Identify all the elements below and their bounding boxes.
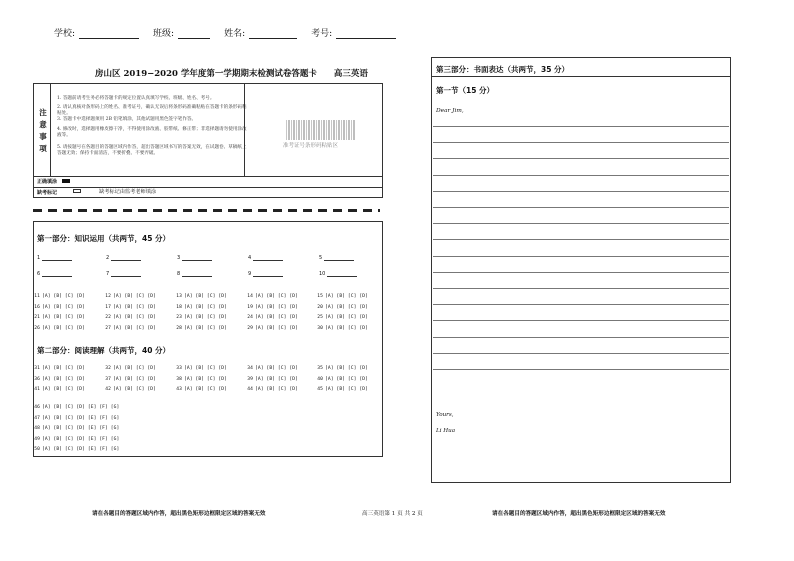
question-number: 43	[176, 387, 182, 392]
question-number: 31	[34, 366, 40, 371]
question-number: 30	[317, 325, 323, 331]
question-number: 12	[105, 294, 111, 299]
writing-line[interactable]	[433, 353, 729, 354]
barcode-image	[286, 120, 356, 140]
blank-line[interactable]	[253, 255, 283, 261]
choice-question[interactable]	[172, 315, 227, 320]
blank-number: 4	[248, 255, 252, 261]
writing-line[interactable]	[433, 272, 729, 273]
question-number: 34	[247, 366, 253, 371]
answer-options[interactable]: [A] [B] [C] [D]	[184, 366, 227, 371]
fill-blank[interactable]	[37, 255, 72, 261]
question-number: 45	[317, 387, 323, 392]
part3-title: 第三部分：书面表达（共两节，35 分）	[436, 65, 570, 74]
choice-question[interactable]	[243, 377, 298, 382]
question-number: 44	[247, 387, 253, 392]
blank-number: 8	[177, 271, 181, 277]
choice-question[interactable]	[313, 315, 368, 320]
fill-blank[interactable]	[37, 271, 72, 277]
seven-choice-question[interactable]	[30, 405, 119, 410]
answer-options[interactable]: [A] [B] [C] [D] [E] [F] [G]	[42, 415, 120, 421]
note-item: 4. 修改时，选择题用橡皮擦干净，不得使用涂改液、胶带纸、修正带；非选择题请勿使用涂改液等。	[57, 127, 247, 138]
question-number: 27	[105, 325, 111, 331]
choice-question[interactable]	[30, 326, 85, 331]
question-number: 18	[176, 304, 182, 310]
seven-choice-question[interactable]	[30, 447, 119, 452]
answer-options[interactable]: [A] [B] [C] [D]	[325, 315, 368, 320]
cut-line	[33, 209, 380, 212]
writing-line[interactable]	[433, 223, 729, 224]
answer-options[interactable]: [A] [B] [C] [D]	[42, 315, 85, 320]
blank-line[interactable]	[182, 271, 212, 277]
note-item: 2. 请认真核对条形码上的姓名、准考证号，确认无误后将条形码准确粘贴在答题卡的条形码粘贴处。	[57, 105, 247, 116]
writing-line[interactable]	[433, 191, 729, 192]
fill-blank[interactable]	[319, 271, 357, 277]
letter-greeting: Dear Jim,	[436, 108, 464, 114]
seven-choice-question[interactable]	[30, 437, 119, 442]
choice-question[interactable]	[30, 387, 85, 392]
blank-line[interactable]	[42, 255, 72, 261]
answer-options[interactable]: [A] [B] [C] [D]	[113, 294, 156, 299]
choice-question[interactable]	[30, 377, 85, 382]
writing-line[interactable]	[433, 126, 729, 127]
answer-options[interactable]: [A] [B] [C] [D]	[113, 325, 156, 331]
answer-options[interactable]: [A] [B] [C] [D]	[325, 387, 368, 392]
choice-question[interactable]	[243, 326, 298, 331]
answer-options[interactable]: [A] [B] [C] [D]	[184, 376, 227, 382]
question-number: 14	[247, 294, 253, 299]
seven-choice-question[interactable]	[30, 426, 119, 431]
question-number: 37	[105, 376, 111, 382]
answer-options[interactable]: [A] [B] [C] [D]	[255, 304, 298, 310]
answer-options[interactable]: [A] [B] [C] [D]	[325, 376, 368, 382]
answer-options[interactable]: [A] [B] [C] [D]	[113, 366, 156, 371]
barcode-area-label: 准考证号条形码粘贴区	[283, 143, 339, 149]
question-number: 13	[176, 294, 182, 299]
answer-options[interactable]: [A] [B] [C] [D] [E] [F] [G]	[42, 436, 120, 442]
question-number: 15	[317, 294, 323, 299]
question-number: 22	[105, 315, 111, 320]
question-number: 25	[317, 315, 323, 320]
letter-signature: Li Hua	[436, 428, 456, 434]
answer-options[interactable]: [A] [B] [C] [D]	[255, 387, 298, 392]
choice-question[interactable]	[101, 294, 156, 299]
absent-mark-note: 缺考标记由监考老师填涂	[99, 189, 157, 195]
answer-options[interactable]: [A] [B] [C] [D] [E] [F] [G]	[42, 426, 120, 431]
seven-choice-question[interactable]	[30, 416, 119, 421]
page-number: 高三英语第 1 页 共 2 页	[362, 511, 423, 517]
writing-line[interactable]	[433, 207, 729, 208]
blank-number: 1	[37, 255, 41, 261]
name-field[interactable]	[249, 29, 297, 39]
question-number: 46	[34, 405, 40, 410]
answer-options[interactable]: [A] [B] [C] [D]	[325, 304, 368, 310]
choice-question[interactable]	[313, 366, 368, 371]
choice-question[interactable]	[313, 377, 368, 382]
note-item: 3. 答题卡中选择题须用 2B 铅笔填涂，其他试题用黑色签字笔作答。	[57, 117, 197, 122]
footer-right-note: 请在各题目的答题区域内作答，超出黑色矩形边框限定区域的答案无效	[492, 511, 666, 517]
notes-divider	[50, 83, 51, 176]
fill-blank[interactable]	[106, 255, 141, 261]
question-number: 28	[176, 325, 182, 331]
correct-fill-label: 正确填涂	[37, 179, 58, 185]
fill-blank[interactable]	[177, 271, 212, 277]
writing-line[interactable]	[433, 142, 729, 143]
answer-options[interactable]: [A] [B] [C] [D]	[255, 325, 298, 331]
question-number: 16	[34, 304, 40, 310]
answer-options[interactable]: [A] [B] [C] [D]	[184, 325, 227, 331]
fill-blank[interactable]	[248, 255, 283, 261]
question-number: 23	[176, 315, 182, 320]
question-number: 40	[317, 376, 323, 382]
choice-question[interactable]	[30, 305, 85, 310]
part2-title: 第二部分：阅读理解（共两节，40 分）	[37, 346, 171, 355]
blank-number: 9	[248, 271, 252, 277]
answer-options[interactable]: [A] [B] [C] [D]	[113, 376, 156, 382]
absent-mark-box[interactable]	[73, 189, 81, 193]
fill-blank[interactable]	[106, 271, 141, 277]
class-field[interactable]	[178, 29, 210, 39]
writing-line[interactable]	[433, 239, 729, 240]
blank-number: 6	[37, 271, 41, 277]
writing-line[interactable]	[433, 256, 729, 257]
answer-options[interactable]: [A] [B] [C] [D] [E] [F] [G]	[42, 405, 120, 410]
class-label: 班级:	[153, 29, 175, 39]
question-number: 48	[34, 426, 40, 431]
blank-line[interactable]	[182, 255, 212, 261]
choice-question[interactable]	[30, 315, 85, 320]
choice-question[interactable]	[172, 387, 227, 392]
choice-question[interactable]	[172, 305, 227, 310]
choice-question[interactable]	[30, 366, 85, 371]
answer-options[interactable]: [A] [B] [C] [D]	[42, 387, 85, 392]
blank-number: 7	[106, 271, 110, 277]
fill-blank[interactable]	[177, 255, 212, 261]
question-number: 36	[34, 376, 40, 382]
part1-title: 第一部分：知识运用（共两节，45 分）	[37, 234, 171, 243]
question-number: 29	[247, 325, 253, 331]
question-number: 21	[34, 315, 40, 320]
choice-question[interactable]	[313, 326, 368, 331]
correct-fill-sample	[62, 179, 70, 183]
blank-number: 3	[177, 255, 181, 261]
choice-question[interactable]	[101, 366, 156, 371]
question-number: 20	[317, 304, 323, 310]
mark-divider	[33, 187, 383, 188]
exam-no-field[interactable]	[336, 29, 396, 39]
answer-options[interactable]: [A] [B] [C] [D]	[184, 304, 227, 310]
blank-line[interactable]	[327, 271, 357, 277]
choice-question[interactable]	[243, 305, 298, 310]
question-number: 41	[34, 387, 40, 392]
answer-options[interactable]: [A] [B] [C] [D]	[184, 315, 227, 320]
answer-options[interactable]: [A] [B] [C] [D]	[113, 315, 156, 320]
choice-question[interactable]	[101, 315, 156, 320]
blank-line[interactable]	[42, 271, 72, 277]
writing-line[interactable]	[433, 337, 729, 338]
choice-question[interactable]	[243, 294, 298, 299]
question-number: 38	[176, 376, 182, 382]
answer-options[interactable]: [A] [B] [C] [D]	[184, 387, 227, 392]
question-number: 17	[105, 304, 111, 310]
fill-blank[interactable]	[248, 271, 283, 277]
writing-line[interactable]	[433, 288, 729, 289]
answer-options[interactable]: [A] [B] [C] [D]	[255, 315, 298, 320]
answer-options[interactable]: [A] [B] [C] [D]	[325, 294, 368, 299]
answer-options[interactable]: [A] [B] [C] [D]	[255, 366, 298, 371]
blank-number: 2	[106, 255, 110, 261]
question-number: 32	[105, 366, 111, 371]
choice-question[interactable]	[243, 366, 298, 371]
note-item: 1. 答题前请考生务必将答题卡的规定位置认真填写学校、班级、姓名、考号。	[57, 96, 215, 101]
blank-number: 10	[319, 271, 326, 277]
fill-blank[interactable]	[319, 255, 354, 261]
notes-bottom-divider	[33, 176, 383, 177]
choice-question[interactable]	[172, 326, 227, 331]
question-number: 26	[34, 325, 40, 331]
footer-left-note: 请在各题目的答题区域内作答，超出黑色矩形边框限定区域的答案无效	[92, 511, 266, 517]
question-number: 42	[105, 387, 111, 392]
question-number: 50	[34, 447, 40, 452]
blank-line[interactable]	[111, 271, 141, 277]
choice-question[interactable]	[313, 294, 368, 299]
writing-line[interactable]	[433, 158, 729, 159]
writing-box	[431, 57, 731, 483]
choice-question[interactable]	[313, 305, 368, 310]
answer-options[interactable]: [A] [B] [C] [D]	[42, 304, 85, 310]
answer-options[interactable]: [A] [B] [C] [D]	[42, 366, 85, 371]
answer-options[interactable]: [A] [B] [C] [D]	[42, 376, 85, 382]
choice-question[interactable]	[101, 387, 156, 392]
answer-options[interactable]: [A] [B] [C] [D]	[255, 376, 298, 382]
student-info-row	[54, 26, 406, 39]
answer-options[interactable]: [A] [B] [C] [D]	[255, 294, 298, 299]
choice-question[interactable]	[101, 326, 156, 331]
writing-line[interactable]	[433, 175, 729, 176]
blank-number: 5	[319, 255, 323, 261]
choice-question[interactable]	[243, 387, 298, 392]
part3-title-divider	[431, 76, 731, 77]
blank-line[interactable]	[324, 255, 354, 261]
writing-line[interactable]	[433, 304, 729, 305]
answer-options[interactable]: [A] [B] [C] [D]	[184, 294, 227, 299]
answer-options[interactable]: [A] [B] [C] [D] [E] [F] [G]	[42, 447, 120, 452]
writing-line[interactable]	[433, 369, 729, 370]
exam-no-label: 考号:	[311, 29, 333, 39]
blank-line[interactable]	[111, 255, 141, 261]
choice-question[interactable]	[101, 377, 156, 382]
choice-question[interactable]	[172, 377, 227, 382]
question-number: 24	[247, 315, 253, 320]
blank-line[interactable]	[253, 271, 283, 277]
answer-options[interactable]: [A] [B] [C] [D]	[42, 325, 85, 331]
question-number: 49	[34, 436, 40, 442]
page-title: 房山区 2019−2020 学年度第一学期期末检测试卷答题卡 高三英语	[95, 69, 368, 79]
question-number: 47	[34, 415, 40, 421]
answer-options[interactable]: [A] [B] [C] [D]	[325, 366, 368, 371]
answer-options[interactable]: [A] [B] [C] [D]	[42, 294, 85, 299]
writing-line[interactable]	[433, 320, 729, 321]
school-label: 学校:	[54, 29, 76, 39]
choice-question[interactable]	[172, 366, 227, 371]
notes-label: 注意事项	[39, 108, 47, 153]
question-number: 39	[247, 376, 253, 382]
choice-question[interactable]	[101, 305, 156, 310]
question-number: 19	[247, 304, 253, 310]
section-title: 第一节（15 分）	[436, 86, 495, 95]
question-number: 35	[317, 366, 323, 371]
answer-options[interactable]: [A] [B] [C] [D]	[113, 304, 156, 310]
note-item: 5. 请按题号在各题目的答题区域内作答，超出答题区域书写的答案无效，在试题卷、草稿纸上答题无效；保持卡面清洁，不要折叠、不要弄破。	[57, 145, 247, 156]
question-number: 11	[34, 294, 40, 299]
answer-options[interactable]: [A] [B] [C] [D]	[113, 387, 156, 392]
letter-closing: Yours,	[436, 412, 454, 418]
name-label: 姓名:	[224, 29, 246, 39]
choice-question[interactable]	[243, 315, 298, 320]
choice-question[interactable]	[313, 387, 368, 392]
choice-question[interactable]	[172, 294, 227, 299]
answer-options[interactable]: [A] [B] [C] [D]	[325, 325, 368, 331]
choice-question[interactable]	[30, 294, 85, 299]
absent-mark-label: 缺考标记	[37, 190, 58, 196]
school-field[interactable]	[79, 29, 139, 39]
question-number: 33	[176, 366, 182, 371]
